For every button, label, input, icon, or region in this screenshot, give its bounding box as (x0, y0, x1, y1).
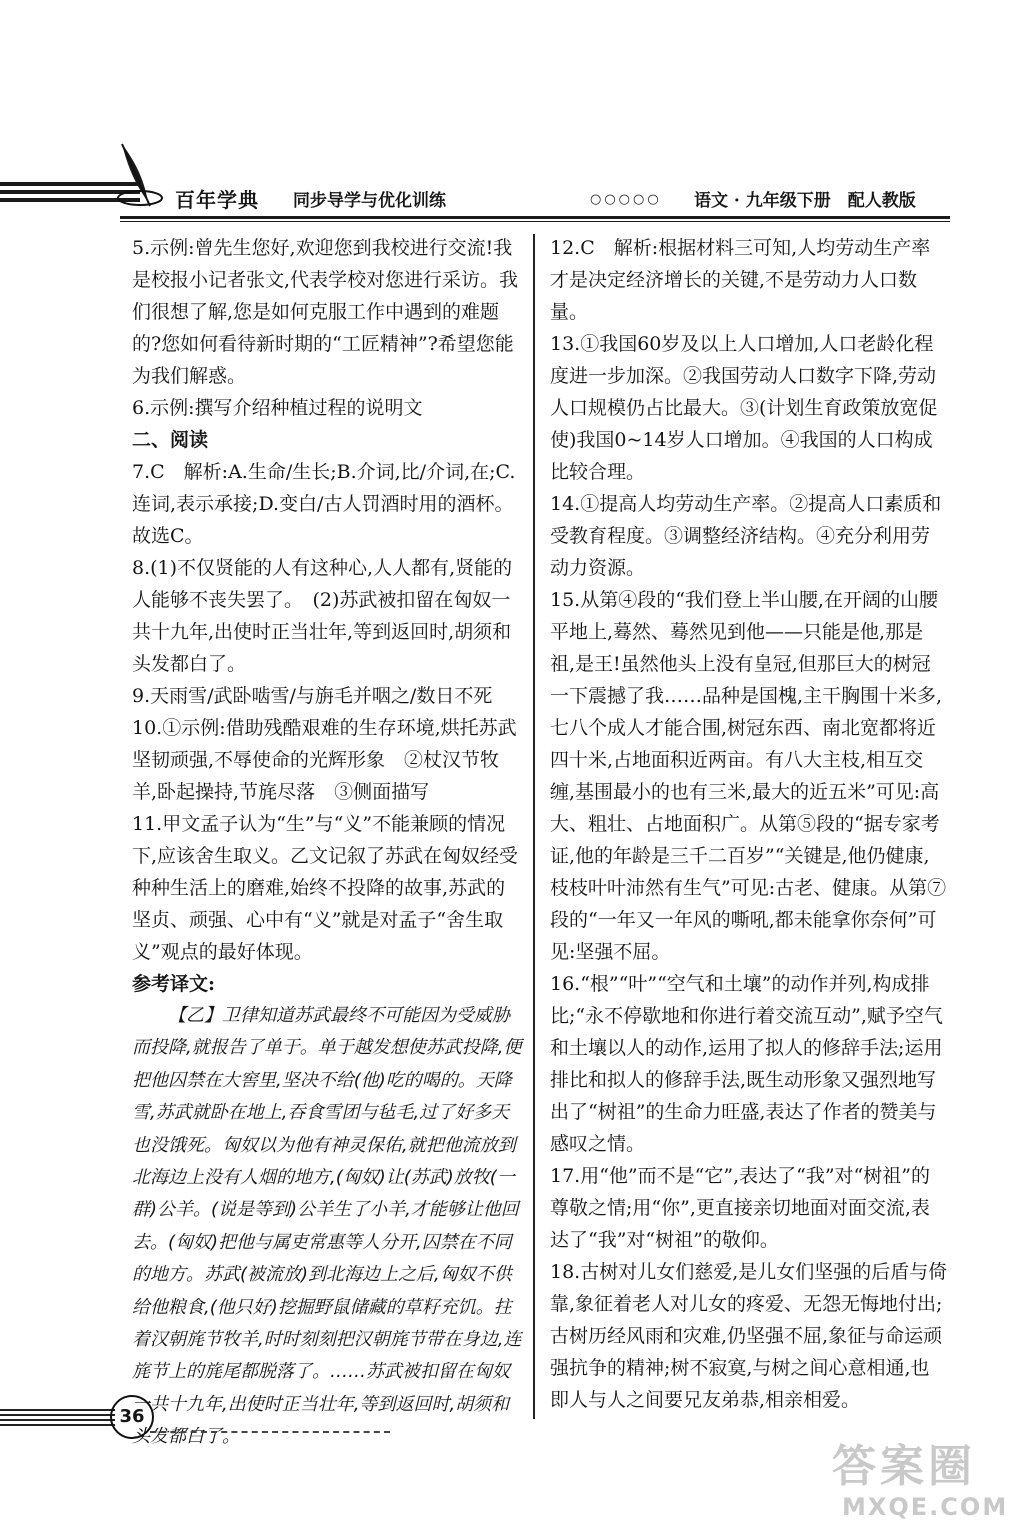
answer-11: 11.甲文孟子认为“生”与“义”不能兼顾的情况下,应该舍生取义。乙文记叙了苏武在匈奴经受种种生活上的磨难,始终不投降的故事,苏武的坚贞、顽强、心中有“义”就是对孟子“舍生取义”观点的最好体现。 (132, 813, 519, 963)
translation-heading: 参考译文: (132, 973, 216, 995)
footer-dashed-line (150, 1431, 390, 1433)
answer-15: 15.从第④段的“我们登上半山腰,在开阔的山腰平地上,蓦然、蓦然见到他——只能是他,那是祖,是王!虽然他头上没有皇冠,但那巨大的树冠一下震撼了我……品种是国槐,主干胸围十米多,七八个成人才能合围,树冠东西、南北宽都将近四十米,占地面积近两亩。有八大主枝,相互交缠,基围最小的也有三米,最大的近五米”可见:高大、粗壮、占地面积广。从第⑤段的“据专家考证,他的年龄是三千二百岁”“关键是,他仍健康,枝枝叶叶沛然有生气”可见:古老、健康。从第⑦段的“一年又一年风的嘶吼,都未能拿你奈何”可见:坚强不屈。 (550, 589, 947, 963)
header-rule-thin (120, 221, 950, 222)
answer-17: 17.用“他”而不是“它”,表达了“我”对“树祖”的尊敬之情;用“你”,更直接亲切地面对面交流,表达了“我”对“树祖”的敬仰。 (550, 1165, 930, 1251)
header-brand: 百年学典 (175, 188, 259, 212)
answer-12: 12.C 解析:根据材料三可知,人均劳动生产率才是决定经济增长的关键,不是劳动力人口数量。 (550, 237, 931, 323)
header-subject: 语文 · 九年级下册 配人教版 (694, 191, 916, 211)
answer-8: 8.(1)不仅贤能的人有这种心,人人都有,贤能的人能够不丧失罢了。 (2)苏武被扣留在匈奴一共十九年,出使时正当壮年,等到返回时,胡须和头发都白了。 (132, 557, 513, 675)
quill-pen-icon (104, 140, 174, 210)
watermark-top: 答案圈 (832, 1441, 976, 1492)
header-rule (120, 216, 950, 219)
left-column (132, 232, 524, 1454)
translation-text: 【乙】卫律知道苏武最终不可能因为受威胁而投降,就报告了单于。单于越发想使苏武投降,便把他囚禁在大窖里,坚决不给(他)吃的喝的。天降雪,苏武就卧在地上,吞食雪团与毡毛,过了好多天也没饿死。匈奴以为他有神灵保佑,就把他流放到北海边上没有人烟的地方,(匈奴)让(苏武)放牧(一群)公羊。(说是等到)公羊生了小羊,才能够让他回去。(匈奴)把他与属吏常惠等人分开,囚禁在不同的地方。苏武(被流放)到北海边上之后,匈奴不供给他粮食,(他只好)挖掘野鼠储藏的草籽充饥。拄着汉朝旄节牧羊,时时刻刻把汉朝旄节带在身边,连旄节上的旄尾都脱落了。……苏武被扣留在匈奴一共十九年,出使时正当壮年,等到返回时,胡须和头发都白了。 (132, 1005, 522, 1448)
page-header (0, 140, 1034, 230)
header-series: 同步导学与优化训练 (293, 191, 446, 211)
answer-14: 14.①提高人均劳动生产率。②提高人口素质和受教育程度。③调整经济结构。④充分利用劳动力资源。 (550, 493, 942, 579)
column-divider (533, 234, 535, 1419)
answer-5: 5.示例:曾先生您好,欢迎您到我校进行交流!我是校报小记者张文,代表学校对您进行采访。我们很想了解,您是如何克服工作中遇到的难题的?您如何看待新时期的“工匠精神”?希望您能为我们解惑。 (132, 237, 519, 387)
section-heading-reading: 二、阅读 (132, 429, 209, 451)
watermark-bottom: MXQE.COM (842, 1493, 1009, 1521)
answer-9: 9.天雨雪/武卧啮雪/与旃毛并咽之/数日不死 (132, 685, 493, 707)
page-footer (0, 1395, 400, 1455)
answer-13: 13.①我国60岁及以上人口增加,人口老龄化程度进一步加深。②我国劳动人口数字下降,劳动人口规模仍占比最大。③(计划生育政策放宽促使)我国0~14岁人口增加。④我国的人口构成比较合理。 (550, 333, 938, 483)
answer-6: 6.示例:撰写介绍种植过程的说明文 (132, 397, 423, 419)
answer-10: 10.①示例:借助残酷艰难的生存环境,烘托苏武坚韧顽强,不辱使命的光辉形象 ②杖汉节牧羊,卧起操持,节旄尽落 ③侧面描写 (132, 717, 517, 803)
header-dots: ○○○○○ (590, 192, 662, 207)
footer-stripes (0, 1409, 115, 1429)
answer-16: 16.“根”“叶”“空气和土壤”的动作并列,构成排比;“永不停歇地和你进行着交流互动”,赋予空气和土壤以人的动作,运用了拟人的修辞手法;运用排比和拟人的修辞手法,既生动形象又强烈地写出了“树祖”的生命力旺盛,表达了作者的赞美与感叹之情。 (550, 973, 943, 1155)
answer-18: 18.古树对儿女们慈爱,是儿女们坚强的后盾与倚靠,象征着老人对儿女的疼爱、无怨无悔地付出;古树历经风雨和灾难,仍坚强不屈,象征与命运顽强抗争的精神;树不寂寞,与树之间心意相通,也即人与人之间要兄友弟恭,相亲相爱。 (550, 1261, 948, 1411)
right-column (550, 232, 948, 1416)
page-number: 36 (110, 1395, 154, 1439)
answer-7: 7.C 解析:A.生命/生长;B.介词,比/介词,在;C.连词,表示承接;D.变白/古人罚酒时用的酒杯。故选C。 (132, 461, 516, 547)
watermark-logo (832, 1442, 1022, 1532)
